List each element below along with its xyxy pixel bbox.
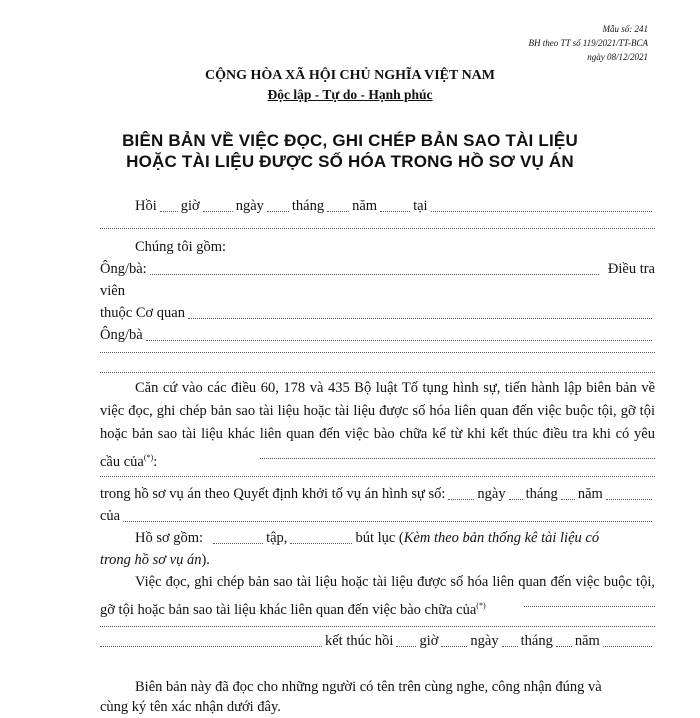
form-code [528,22,648,64]
dossier-end: ). [201,552,210,568]
label-ngay: ngày [477,486,506,502]
dossier-line-2 [100,549,655,571]
label-ket-thuc: kết thúc hồi [325,633,394,649]
label-hoi: Hồi [135,198,157,214]
closing-text-2: cùng ký tên xác nhận dưới đây. [100,699,281,715]
label-ong-ba-1: Ông/bà: [100,261,147,277]
blank-year[interactable] [603,646,652,647]
blank-volumes[interactable] [213,543,263,544]
form-circular: BH theo TT số 119/2021/TT-BCA [528,38,648,48]
dossier-line [100,527,655,549]
blank-minute[interactable] [441,646,467,647]
closing-text-1: Biên bản này đã đọc cho những người có tên trên cùng nghe, công nhận đúng và [135,679,602,695]
blank-line[interactable] [100,228,655,229]
blank-line[interactable] [100,626,655,627]
label-nam: năm [352,198,378,214]
member-line-2 [100,324,655,346]
dossier-note-b: trong hồ sơ vụ án [100,552,202,568]
blank-month[interactable] [561,499,575,500]
blank-decision-no[interactable] [448,499,474,500]
reading-paragraph [100,571,655,622]
blank-hour[interactable] [160,211,178,212]
members-intro-text: Chúng tôi gồm: [135,239,227,255]
label-thang: tháng [291,198,325,214]
form-number: Mẫu số: 241 [602,24,648,34]
blank-day[interactable] [509,499,523,500]
member-line-1b [100,280,655,302]
label-dossier: Hồ sơ gồm: [135,530,204,546]
closing-line-2 [100,696,655,718]
blank-year[interactable] [606,499,652,500]
blank-minute[interactable] [203,211,233,212]
label-nam: năm [577,486,603,502]
form-date: ngày 08/12/2021 [587,52,648,62]
document-title-line1: BIÊN BẢN VỀ VIỆC ĐỌC, GHI CHÉP BẢN SAO TÀI LIỆU [122,131,578,150]
blank-day[interactable] [267,211,289,212]
members-intro [100,236,655,258]
closing-line-1 [100,676,655,698]
blank-place[interactable] [431,211,652,212]
label-dieu-tra: Điều tra [607,261,655,277]
blank-requester[interactable] [260,458,655,459]
label-tai: tại [413,198,428,214]
blank-hour[interactable] [396,646,416,647]
blank-day[interactable] [502,646,518,647]
case-issuer-line [100,505,655,527]
blank-issuer[interactable] [123,521,652,522]
member-line-1 [100,258,655,280]
basis-text: Căn cứ vào các điều 60, 178 và 435 Bộ luật Tố tụng hình sự, tiến hành lập biên bản về việc đọc, ghi chép bản sao tài liệu hoặc tài liệu được số hóa liên quan đến việc buộc tội, gỡ tội hoặc bản sao tài liệu khác liên quan đến việc bào chữa kể từ khi kết thúc điều tra khi có yêu cầu của [100,380,655,470]
agency-line [100,302,655,324]
blank-member-2[interactable] [146,340,652,341]
basis-colon: : [153,453,158,470]
label-ngay: ngày [235,198,264,214]
blank-member-1[interactable] [150,274,599,275]
dossier-note-a: Kèm theo bản thống kê tài liệu có [403,530,600,546]
blank-line[interactable] [100,476,655,477]
label-cua: của [100,508,121,524]
label-ong-ba-2: Ông/bà [100,327,143,343]
label-tap: tập, [266,530,288,546]
footnote-mark: (*) [143,453,154,462]
blank-reading[interactable] [524,606,655,607]
case-text: trong hồ sơ vụ án theo Quyết định khởi tố vụ án hình sự số: [100,486,446,502]
blank-agency[interactable] [188,318,652,319]
document-title-line2: HOẶC TÀI LIỆU ĐƯỢC SỐ HÓA TRONG HỒ SƠ VỤ ÁN [126,152,574,171]
blank-month[interactable] [327,211,349,212]
nation-title: CỘNG HÒA XÃ HỘI CHỦ NGHĨA VIỆT NAM [204,68,495,83]
blank-line[interactable] [100,352,655,353]
blank-line[interactable] [100,372,655,373]
case-line [100,483,655,505]
blank-year[interactable] [380,211,410,212]
nation-motto: Độc lập - Tự do - Hạnh phúc [267,87,433,102]
basis-paragraph [100,377,655,474]
label-but-luc: bút lục ( [355,530,404,546]
blank-pages[interactable] [290,543,352,544]
blank-month[interactable] [556,646,572,647]
label-thang: tháng [525,486,558,502]
label-nam: năm [574,633,600,649]
label-thang: tháng [520,633,553,649]
end-time-line [100,630,655,652]
time-place-line [100,195,655,217]
reading-text: Việc đọc, ghi chép bản sao tài liệu hoặc tài liệu được số hóa liên quan đến việc buộc tội, gỡ tội hoặc bản sao tài liệu khác liên quan đến việc bào chữa của [100,574,655,618]
blank-reading-cont[interactable] [100,646,322,647]
label-ngay: ngày [470,633,499,649]
footnote-mark: (*) [476,601,486,610]
label-vien: viên [100,283,125,299]
label-gio: giờ [180,198,200,214]
label-gio: giờ [419,633,439,649]
label-thuoc-co-quan: thuộc Cơ quan [100,305,185,321]
